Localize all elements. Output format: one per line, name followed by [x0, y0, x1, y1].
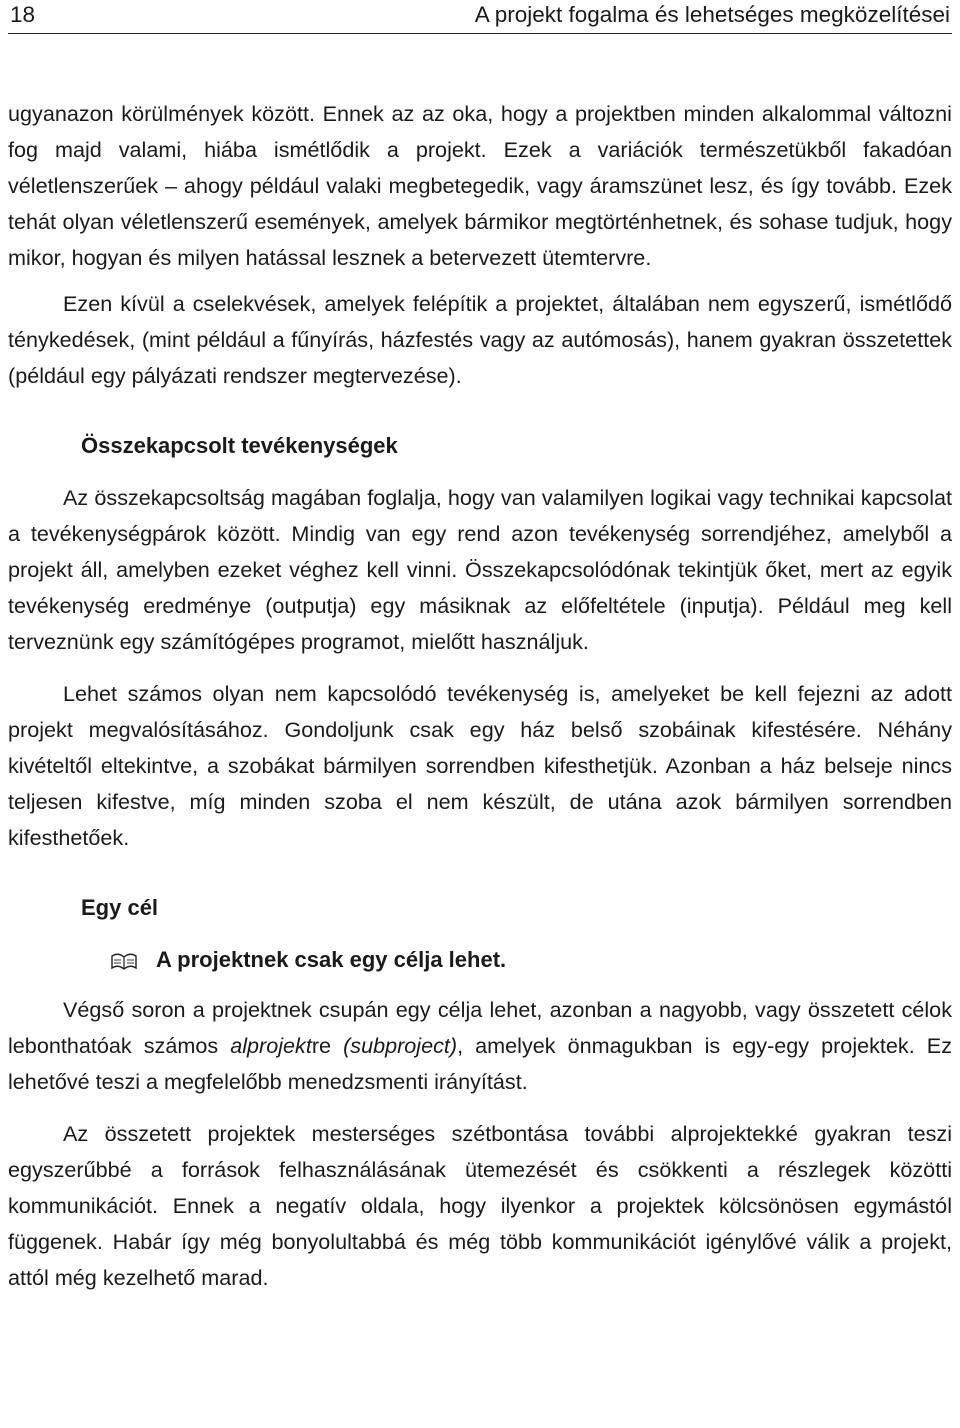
open-book-icon — [110, 948, 138, 972]
paragraph-with-italics — [8, 992, 952, 1100]
paragraph: Lehet számos olyan nem kapcsolódó tevékenység is, amelyeket be kell fejezni az adott projekt megvalósításához. Gondoljunk csak egy ház belső szobáinak kifestésére. Néhány kivételtől eltekintve, a szobákat bármilyen sorrendben kifesthetjük. Azonban a ház belseje nincs teljesen kifestve, míg minden szoba el nem készült, de utána azok bármilyen sorrendben kifesthetőek. — [8, 681, 952, 850]
italic-term: (subproject) — [343, 1033, 458, 1058]
page-header — [8, 0, 952, 34]
section-heading-connected-activities: Összekapcsolt tevékenységek — [81, 433, 398, 458]
key-statement-callout — [8, 942, 952, 978]
page-number: 18 — [10, 2, 36, 27]
italic-term: alprojekt — [230, 1033, 312, 1058]
paragraph: Az összekapcsoltság magában foglalja, hogy van valamilyen logikai vagy technikai kapcsolat a tevékenységpárok között. Mindig van egy rend azon tevékenység sorrendjéhez, amelyből a projekt áll, amelyben ezeket véghez kell vinni. Összekapcsolódónak tekintjük őket, mert az egyik tevékenység eredménye (outputja) egy másiknak az előfeltétele (inputja). Például meg kell terveznünk egy számítógépes programot, mielőtt használjuk. — [8, 485, 952, 654]
chapter-title: A projekt fogalma és lehetséges megközelítései — [474, 2, 950, 27]
section-heading-one-goal: Egy cél — [81, 895, 159, 920]
text-span: Végső soron a projektnek csupán egy célja lehet, azonban a nagyobb, vagy összetett célok lebonthatóak számos — [8, 997, 952, 1058]
callout-text: A projektnek csak egy célja lehet. — [156, 947, 507, 972]
text-span: , amelyek önmagukban is egy-egy projektek. Ez lehetővé teszi a megfelelőbb menedzsmenti irányítást. — [8, 1033, 952, 1094]
paragraph-continued: ugyanazon körülmények között. Ennek az az oka, hogy a projektben minden alkalommal változni fog majd valami, hiába ismétlődik a projekt. Ezek a variációk természetükből fakadóan véletlenszerűek – ahogy például valaki megbetegedik, vagy áramszünet lesz, és így tovább. Ezek tehát olyan véletlenszerű események, amelyek bármikor megtörténhetnek, és sohase tudjuk, hogy mikor, hogyan és milyen hatással lesznek a betervezett ütemtervre. — [8, 101, 952, 270]
paragraph: Az összetett projektek mesterséges szétbontása további alprojektekké gyakran teszi egyszerűbbé a források felhasználásának ütemezését és csökkenti a részlegek közötti kommunikációt. Ennek a negatív oldala, hogy ilyenkor a projektek kölcsönösen egymástól függenek. Habár így még bonyolultabbá és még több kommunikációt igénylővé válik a projekt, attól még kezelhető marad. — [8, 1121, 952, 1290]
text-span: re — [311, 1033, 344, 1058]
page-body — [8, 96, 952, 1296]
paragraph: Ezen kívül a cselekvések, amelyek felépítik a projektet, általában nem egyszerű, ismétlődő ténykedések, (mint például a fűnyírás, házfestés vagy az autómosás), hanem gyakran összetettek (például egy pályázati rendszer megtervezése). — [8, 291, 952, 388]
